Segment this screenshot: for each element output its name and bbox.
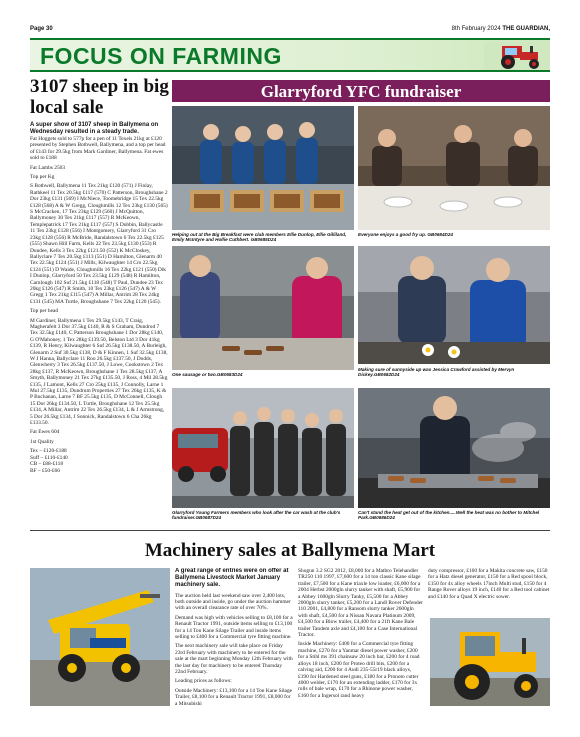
machinery-lead: A great range of entries were on offer at Ballymena Livestock Market January machinery sale. — [175, 568, 289, 589]
issue-date — [452, 26, 550, 32]
caption-sausage: One sausage or two.GB0683D24 — [172, 372, 243, 377]
machinery-para-6: Shogun 3.2 SG2 2012, £8,000 for a Matbro Telehandler TR250 110 1997, £7,600 for a 14 ton classic Kane silage trailer, £7,500 for a Kane triaxle low loader, £6,000 for a 2004 Herbst 2000gln slurry tanker with shaft, £5,900 for a Abbey 1600gln Slurry Tanky, £5,500 for a Abbey 2000gln slurry tanker, £5,200 for a Landl Rover Defender 110 2001, £4,800 for a Ransom slurry tanker 2600gln with shaft, £4,500 for a Nissan Navara Platinum 2009, £4,500 for a Blow trailer, £4,400 for a 21ft Kane Bale trailer Tandem axle and £4,100 for a Case International Tractor. — [298, 568, 423, 639]
sheep-para-1: Fat Hoggets sold to 577p for a pen of 11 Texels 21kg at £120 presented by Stephen Bothwell, Ballymena, and a top per head of £143 for 29.5kg from Mark Gardiner, Ballymena. Fat ewes sold to £188 — [30, 136, 166, 162]
photo-fry-up — [358, 106, 550, 230]
caption-sunnyside-up: Making sure of sunnyside up was Jessica Crawford assisted by Mervyn Dickey.GB0682D24 — [358, 367, 515, 378]
photo-breakfast-helpers — [172, 106, 354, 230]
photo-car-wash — [172, 388, 354, 508]
machinery-col-1 — [175, 568, 293, 718]
section-title: FOCUS ON FARMING — [40, 43, 282, 69]
tractor-icon — [484, 42, 544, 70]
issue-date-text: 8th February 2024 — [451, 26, 501, 32]
machinery-col-2 — [298, 568, 423, 718]
caption-kitchen-heat: Can't stand the heat get out of the kitchen.....Well the heat was no bother to Mitchel Park.GB0686D24 — [358, 510, 540, 521]
sheep-subhead-fat-ewes: Fat Ewes 604 — [30, 429, 60, 436]
fundraiser-title: Glarryford YFC fundraiser — [260, 82, 462, 101]
sheep-subhead-top-per-kg: Top per Kg — [30, 174, 55, 181]
sheep-para-4: Tex – £120-£188 Suff – £110-£140 CB – £88-£118 BF – £50-£66 — [30, 448, 68, 474]
page-header — [30, 26, 550, 38]
photo-telehandler — [30, 568, 170, 706]
machinery-para-5: Outside Machinery: £13,100 for a 14 Ton Kane Silage Trailer, £8,100 for a Renault Tractor 1991, £8,000 for a Mitsubishi — [175, 687, 293, 707]
photo-renault-tractor — [430, 618, 550, 706]
machinery-para-8: duty compressor, £160 for a Makita concrete saw, £150 for a Hatz diesel generator, £150 for a Red spool block, £150 for 4x alloy wheels 17inch Multi stud, £150 for 4 Range Rover alloys 19 inch, £140 for a Red tool cabinet and £140 for a Quad X electric sower. — [428, 568, 550, 600]
sheep-article — [30, 136, 168, 526]
sheep-para-3: M Gardiner, Ballymena 1 Tex 29.5kg £143, T Craig, Magherafelt 3 Dor 37.5kg £140, R & S Graham, Dundrod 7 Tex 32.5kg £140, C Patterson Broughshane 1 Dor 28kg £140, G O'Mahoney, 1 Tex 28kg £139.50, Belston Ltd 3 Dor 41kg £139, R Henry, Kilwaughter 6 Suf 26.5kg £138.50, A Burleigh, Glenarm 2 Suf 30.5kg £138, D & F Kinnen, 1 Suf 32.5kg £138, W J Hanna, Ballyclare 11 Roo 26.5kg £137.50, J Dodds, Glenwherry 3 Tex 26.5kg £137.50, J Lowe, Cookstown 2 Tex 28kg £137, R McKeown, Broughshane 1 Tex 28.5kg £137, A Smyth, Ballymoney 21 Tex 27kg £135.50, J Ross, 4 Mil 28.5kg £135, J Lamont, Kells 27 Cro 25kg £135, J Connolly, Larne 1 Mul 27.5kg £135, Dundrum Properties 27 Tex 26kg £135, K & P Buchanan, Larne 7 BF 25.5kg £135, D McConnell, Clough 15 Dor 26kg £134.50, L Turtle, Broughshane 12 Tex 25.5kg £134, A Millar, Antrim 22 Tex 26.5kg £134, L & J Armstrong, 5 Dor 26.5kg £134, J Sonnick, Randalstown 6 Cha 26kg £133.50. — [30, 317, 168, 427]
caption-car-wash: Glarryford Young Farmers members who look after the car wash at the club's fundraiser.GB0687D24 — [172, 510, 341, 521]
section-banner — [30, 38, 550, 72]
paper-name: THE GUARDIAN, — [502, 26, 550, 32]
machinery-col-3 — [428, 568, 550, 618]
page-number: Page 30 — [30, 26, 53, 32]
machinery-para-4: Leading prices as follows: — [175, 678, 232, 685]
sheep-subhead-top-per-head: Top per head — [30, 308, 59, 315]
machinery-para-2: Demand was high with vehicles selling to £8,100 for a Renault Tractor 1991, outside items selling to £13,100 for a 14 Ton Kane Silage Trailer and inside items selling to £400 for a Commercial tyre fitting machine. — [175, 614, 293, 641]
sheep-para-2: S Bothwell, Ballymena 11 Tex 21kg £120 (571) J Finlay, Rathkeel 11 Tex 20.5kg £117 (570) C Patterson, Broughshane 2 Dor 23kg £131 (569) I McNiece, Toomebridge 15 Tex 22.5kg £128 (568) A & W Gregg, Cloughmills 12 Tex 23kg £130 (565) S McCracken, 17 Tex 23kg £129 (560) J McQuitton, Ballymoney 30 Tex 21kg £117 (557) R McKeown, Templepatrick 17 Tex 21kg £117 (557) S Dobbin, Ballycastle 11 Tex 23kg £128 (556) I Montgomery, Glarryford 31 Cro 23kg £128 (556) R McBride, Randalstown 6 Tex 22.5kg £125 (555) Shawn Hill Farm, Kells 22 Tex 23.5kg £130 (553) R Dundee, Kells 3 Tex 22kg £121.50 (552) K McCloskey, Ballyclare 7 Tex 20.5kg £113 (551) D Hamilton, Glenarm 40 Tex 22.5kg £124 (551) J Mills, Kilwaughter 14 Cro 22.5kg £124 (551) D Waide, Cloughmills 16 Tex 22kg £121 (550) Dik I Dunlop, Glarryford 50 Tex 23.5kg £129 (548) R Hamilton, Carnlough 102 Suf 21.5kg £118 (548) T Paul, Dundee 23 Tex 20kg £126 (547) R Smith, 10 Tex 23kg £126 (547) A & W Gregg 1 Tex 21kg £115 (547) A Millar, Antrim 28 Tex 24kg £131 (545) MA Turtle, Broughshane 7 Tex 22kg £120 (545). — [30, 183, 168, 305]
sheep-intro: A super show of 3107 sheep in Ballymena on Wednesday resulted in a steady trade. — [30, 122, 159, 136]
fundraiser-ribbon — [172, 80, 550, 102]
machinery-para-1: The auction held last weekend saw over 2,400 lots, both outside and inside, go under the auction hammer with an overall clearance rate of over 70%. — [175, 592, 291, 612]
caption-breakfast-helpers: Helping out at the Big Breakfast were club members Ellie Dunlop, Ellie Gilliland, Emily McIntyre and Hollie Cuthbert. GB0685D24 — [172, 232, 347, 243]
machinery-headline: Machinery sales at Ballymena Mart — [144, 540, 436, 561]
section-divider — [30, 530, 550, 531]
photo-sausage — [172, 246, 354, 370]
machinery-para-3: The next machinery sale will take place on Friday 23rd February with machinery to be entered for the sale at the mart beginning Monday 12th February with the last day for machinery to be entered Thursday 22nd February. — [175, 643, 293, 676]
photo-kitchen-heat — [358, 388, 550, 508]
caption-fry-up: Everyone enjoys a good fry up. GB0684D24 — [358, 232, 453, 237]
sheep-subhead-fat-lambs: Fat Lambs 2503 — [30, 164, 66, 171]
photo-sunnyside-up — [358, 246, 550, 364]
machinery-para-7: Inside Machinery: £400 for a Commercial tyre fitting machine, £270 for a Yanmar diesel power washer, £200 for a Stihl ms 391 chainsaw 20 inch bar, £200 for 4 road alloys 18 inch, £200 for Proteo drill bits, £200 for a calving aid, £200 for 4 Audi 235-55r19 black alloys, £190 for Hardened steel guns, £180 for a Pronoto cutter 4000 welder, £170 for an extending ladder, £170 for 3x rolls of bale wrap, £170 for a Rhinone power washer, £160 for a Ingersol rand heavy — [298, 641, 420, 699]
sheep-headline: 3107 sheep in big local sale — [30, 76, 169, 118]
sheep-subhead-quality: 1st Quality — [30, 438, 54, 445]
